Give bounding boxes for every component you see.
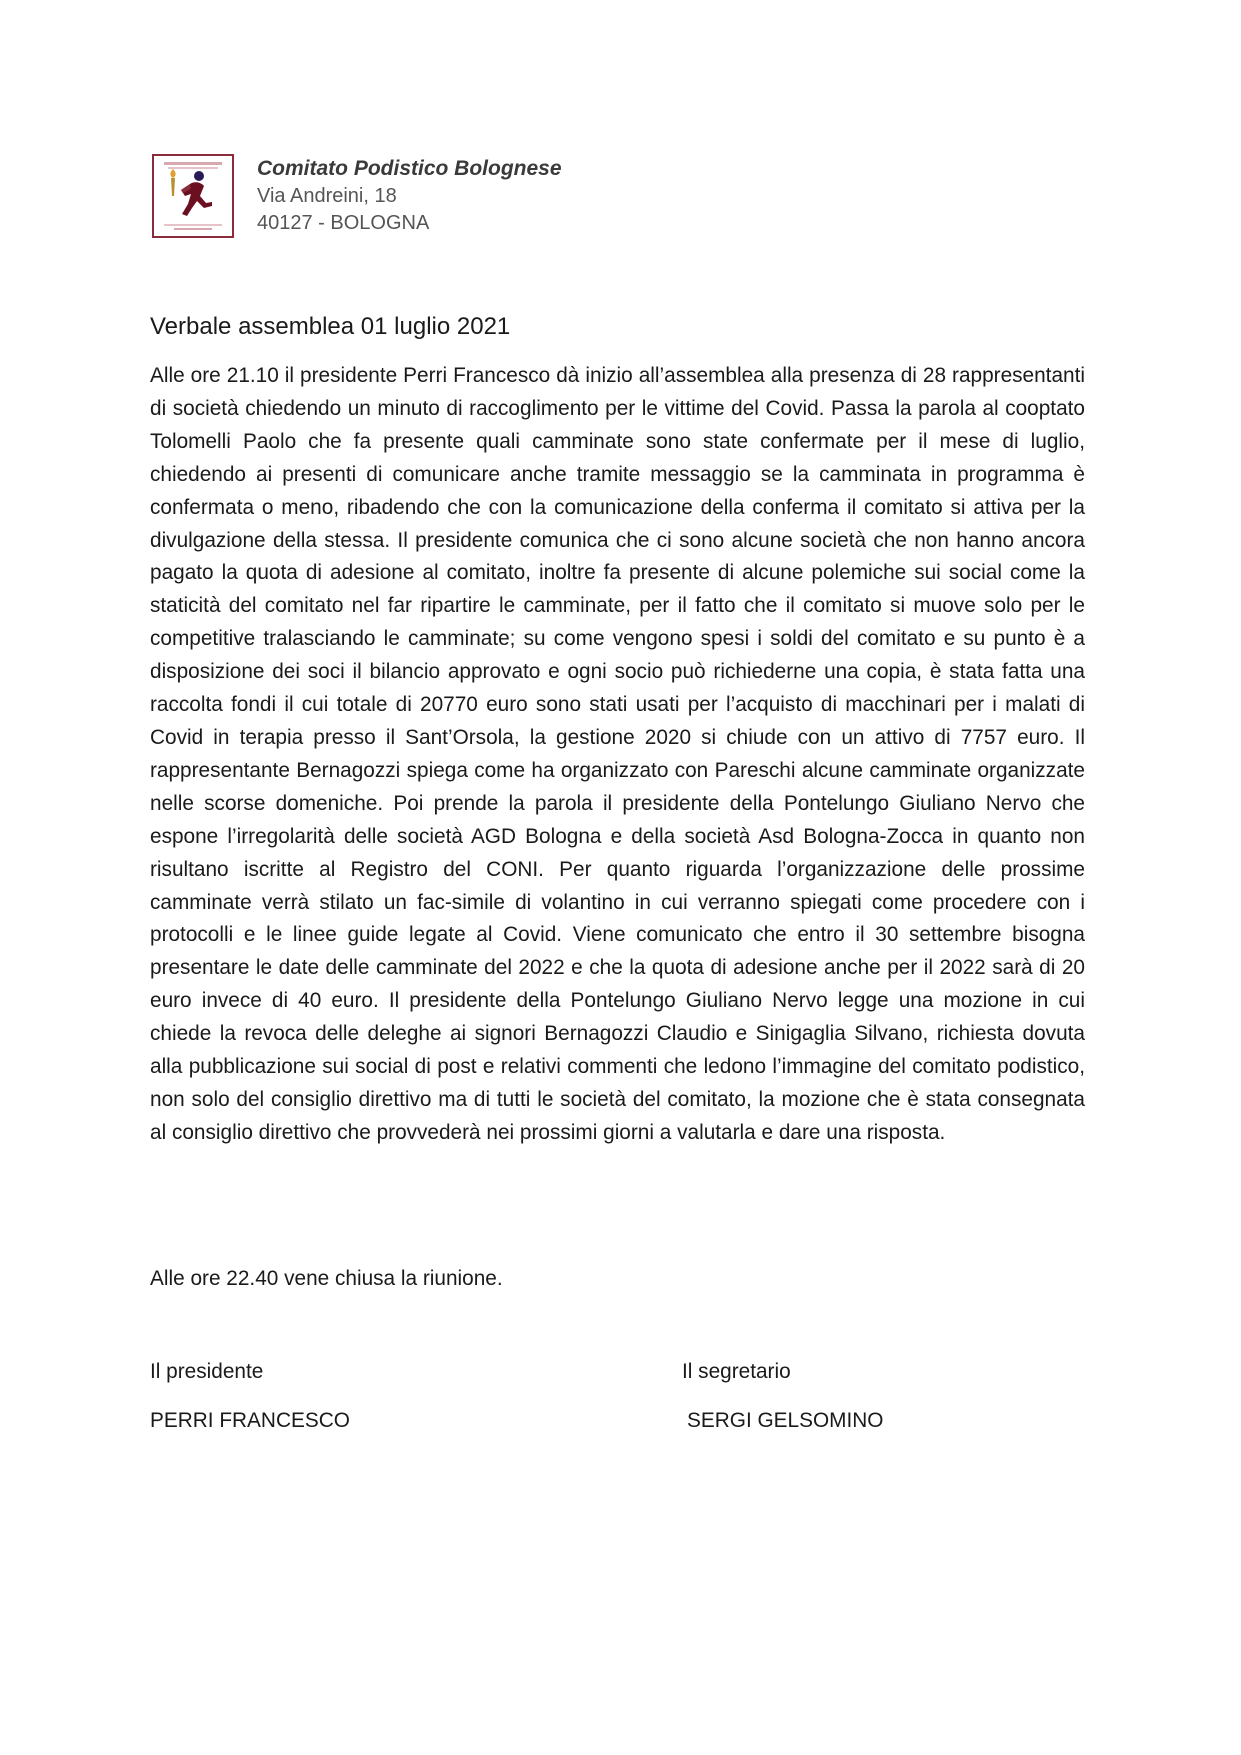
address-street: Via Andreini, 18 <box>257 185 397 207</box>
letterhead <box>152 152 712 242</box>
signature-role-secretary: Il segretario <box>682 1360 791 1383</box>
runner-logo-icon <box>152 154 234 238</box>
organization-info <box>257 155 562 237</box>
signature-role-president: Il presidente <box>150 1360 264 1383</box>
closing-line: Alle ore 22.40 vene chiusa la riunione. <box>150 1267 503 1290</box>
document-body: Alle ore 21.10 il presidente Perri Francesco dà inizio all’assemblea alla presenza di 28 rappresentanti di società chiedendo un minuto di raccoglimento per le vittime del Covid. Passa la parola al cooptato Tolomelli Paolo che fa presente quali camminate sono state confermate per il mese di luglio, chiedendo ai presenti di comunicare anche tramite messaggio se la camminata in programma è confermata o meno, ribadendo che con la comunicazione della conferma il comitato si attiva per la divulgazione della stessa. Il presidente comunica che ci sono alcune società che non hanno ancora pagato la quota di adesione al comitato, inoltre fa presente di alcune polemiche sui social come la staticità del comitato nel far ripartire le camminate, per il fatto che il comitato si muove solo per le competitive tralasciando le camminate; su come vengono spesi i soldi del comitato e su punto è a disposizione dei soci il bilancio approvato e ogni socio può richiederne una copia, è stata fatta una raccolta fondi il cui totale di 20770 euro sono stati usati per l’acquisto di macchinari per i malati di Covid in terapia presso il Sant’Orsola, la gestione 2020 si chiude con un attivo di 7757 euro. Il rappresentante Bernagozzi spiega come ha organizzato con Pareschi alcune camminate organizzate nelle scorse domeniche. Poi prende la parola il presidente della Pontelungo Giuliano Nervo che espone l’irregolarità delle società AGD Bologna e della società Asd Bologna-Zocca in quanto non risultano iscritte al Registro del CONI. Per quanto riguarda l’organizzazione delle prossime camminate verrà stilato un fac-simile di volantino in cui verranno spiegati come procedere con i protocolli e le linee guide legate al Covid. Viene comunicato che entro il 30 settembre bisogna presentare le date delle camminate del 2022 e che la quota di adesione anche per il 2022 sarà di 20 euro invece di 40 euro. Il presidente della Pontelungo Giuliano Nervo legge una mozione in cui chiede la revoca delle deleghe ai signori Bernagozzi Claudio e Sinigaglia Silvano, richiesta dovuta alla pubblicazione sui social di post e relativi commenti che ledono l’immagine del comitato podistico, non solo del consiglio direttivo ma di tutti le società del comitato, la mozione che è stata consegnata al consiglio direttivo che provvederà nei prossimi giorni a valutarla e dare una risposta. <box>150 364 1085 1144</box>
document-title: Verbale assemblea 01 luglio 2021 <box>150 313 511 340</box>
address-city: 40127 - BOLOGNA <box>257 212 430 234</box>
organization-name: Comitato Podistico Bolognese <box>257 157 562 180</box>
signature-name-president: PERRI FRANCESCO <box>150 1409 350 1432</box>
signature-name-secretary: SERGI GELSOMINO <box>687 1409 884 1432</box>
